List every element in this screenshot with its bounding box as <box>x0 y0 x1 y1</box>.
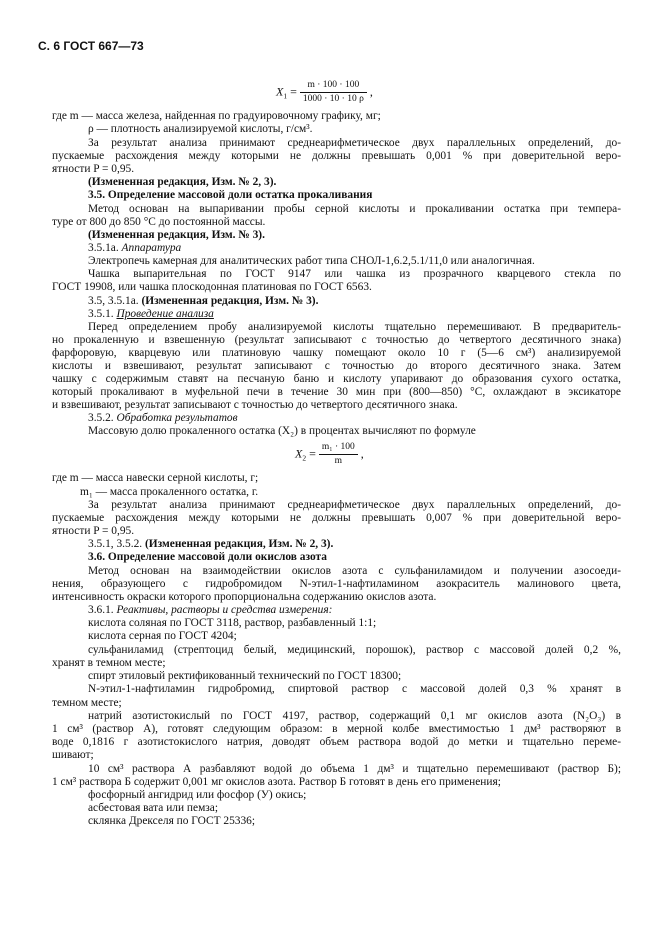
amendment-note: (Измененная редакция, Изм. № 3). <box>88 229 265 241</box>
text-line: 1 см³ (раствор А), готовят следующим образом: в мерной колбе вместимостью 1 дм³ растворяют в <box>52 723 621 735</box>
clause-title: Реактивы, растворы и средства измерения: <box>116 604 333 616</box>
clause-title: Обработка результатов <box>116 412 238 424</box>
list-item: кислота серная по ГОСТ 4204; <box>88 630 237 642</box>
section-heading-3-5: 3.5. Определение массовой доли остатка прокаливания <box>88 189 373 201</box>
amendment-line <box>88 295 318 308</box>
formula-x1-numerator: m · 100 · 100 <box>300 80 367 93</box>
clause-number <box>88 412 238 425</box>
clause-number-label: 3.6.1. <box>88 604 114 616</box>
list-item: сульфаниламид (стрептоцид белый, медицинский, порошок), раствор с массовой долей 0,2 %, <box>88 644 621 656</box>
clause-title: Проведение анализа <box>116 308 214 320</box>
formula-x2-tail: , <box>360 446 364 461</box>
formula-x2: $X_2$ = $\frac{\text{m₁ · 100}}{m}$ , <box>295 442 364 466</box>
list-item: кислота соляная по ГОСТ 3118, раствор, разбавленный 1:1; <box>88 617 377 629</box>
text-line: За результат анализа принимают среднеарифметическое двух параллельных определений, до- <box>88 137 621 149</box>
text-line: чашку с содержимым ставят на песчаную баню и кислоту упаривают до образования сухого остатка, <box>52 373 621 385</box>
clause-number <box>88 308 214 321</box>
formula-x2-numerator: m₁ · 100 <box>319 442 358 455</box>
text-line: Чашка выпарительная по ГОСТ 9147 или чашка из прозрачного кварцевого стекла по <box>88 268 621 280</box>
list-item: фосфорный ангидрид или фосфор (У) окись; <box>88 789 307 801</box>
text-line: где m — масса навески серной кислоты, г; <box>52 472 259 484</box>
text-line: ятности P = 0,95. <box>52 163 135 175</box>
formula-x1: $X_1$ = $\frac{m \cdot 100 \cdot 100}{1000 \cdot 10 \cdot 10 \rho}$ , <box>276 80 373 104</box>
list-item: 10 см³ раствора А разбавляют водой до объема 1 дм³ и тщательно перемешивают (раствор Б); <box>88 763 621 775</box>
formula-x1-denominator: 1000 · 10 · 10 ρ <box>302 94 364 104</box>
formula-x1-tail: , <box>369 84 373 99</box>
text-line: шивают; <box>52 749 94 761</box>
formula-x2-lhs-sub: 2 <box>302 453 307 463</box>
text-line: который прокаливают в муфельной печи в течение 30 мин при (800—850) °С, охлаждают в эксикаторе <box>52 386 621 398</box>
text-line: пускаемые расхождения между которыми не должны превышать 0,007 % при доверительной веро- <box>52 512 621 524</box>
text-line: но прокаленную и взвешенную (результат записывают с точностью до четвертого десятичного знака) <box>52 334 621 346</box>
text-line: Метод основан на выпаривании пробы серной кислоты и прокаливании остатка при темпера- <box>88 203 621 215</box>
text-line: темном месте; <box>52 697 122 709</box>
amendment-note: (Измененная редакция, Изм. № 2, 3). <box>144 538 334 550</box>
list-item: склянка Дрекселя по ГОСТ 25336; <box>88 815 256 827</box>
text-line: воде 0,1816 г азотистокислого натрия, доводят объем раствора водой до метки и тщательно переме- <box>52 736 621 748</box>
text-line: m₁ — масса прокаленного остатка, г. <box>80 486 259 498</box>
formula-x1-lhs-sub: 1 <box>283 91 288 101</box>
list-item: спирт этиловый ректификованный технический по ГОСТ 18300; <box>88 670 402 682</box>
text-line: ГОСТ 19908, или чашка плоскодонная платиновая по ГОСТ 6563. <box>52 281 372 293</box>
formula-x2-lhs: X <box>295 446 303 461</box>
formula-x1-lhs: X <box>276 84 284 99</box>
list-item: натрий азотистокислый по ГОСТ 4197, раствор, содержащий 0,1 мг окислов азота (N₂O₃) в <box>88 710 621 722</box>
text-line: хранят в темном месте; <box>52 657 166 669</box>
text-line: интенсивность окраски которого пропорциональна содержанию окислов азота. <box>52 591 437 603</box>
clause-number <box>88 604 332 617</box>
text-line: Метод основан на взаимодействии окислов азота с сульфаниламидом и получении азосоеди- <box>88 565 621 577</box>
text-line: ρ — плотность анализируемой кислоты, г/см³. <box>88 123 313 135</box>
formula-x1-fraction <box>300 80 367 105</box>
text-line: нения, образующего с гидробромидом N-этил-1-нафтиламином азокраситель малинового цвета, <box>52 578 621 590</box>
text-line: 1 см³ раствора Б содержит 0,001 мг окислов азота. Раствор Б готовят в день его применения; <box>52 776 501 788</box>
text-line: и взвешивают, результат записывают с точностью до четвертого десятичного знака. <box>52 399 458 411</box>
clause-number-label: 3.5, 3.5.1а. <box>88 295 139 307</box>
text-line: пускаемые расхождения между которыми не должны превышать 0,001 % при доверительной веро- <box>52 150 621 162</box>
text-line: За результат анализа принимают среднеарифметическое двух параллельных определений, до- <box>88 499 621 511</box>
clause-number-label: 3.5.1. <box>88 308 114 320</box>
clause-number-label: 3.5.2. <box>88 412 114 424</box>
text-line: фарфоровую, кварцевую или платиновую чашку помещают около 10 г (5—6 см³) анализируемой <box>52 347 621 359</box>
clause-number-label: 3.5.1, 3.5.2. <box>88 538 143 550</box>
text-line: туре от 800 до 850 °С до постоянной массы. <box>52 216 266 228</box>
clause-number-label: 3.5.1а. <box>88 242 119 254</box>
text-line: Электропечь камерная для аналитических работ типа СНОЛ-1,6.2,5.1/11,0 или аналогичная. <box>88 255 535 267</box>
amendment-note: (Измененная редакция, Изм. № 2, 3). <box>88 176 277 188</box>
formula-x2-fraction <box>319 442 358 467</box>
section-heading-3-6: 3.6. Определение массовой доли окислов азота <box>88 551 327 563</box>
text-line: кислоты и взвешивают, результат записывают с точностью до второго десятичного знака. Затем <box>52 360 621 372</box>
amendment-line <box>88 538 333 551</box>
text-line: Перед определением пробу анализируемой кислоты тщательно перемешивают. В предваритель- <box>88 321 621 333</box>
text-line: Массовую долю прокаленного остатка (X₂) в процентах вычисляют по формуле <box>88 425 476 437</box>
formula-x2-denominator: m <box>334 456 342 466</box>
amendment-note: (Измененная редакция, Изм. № 3). <box>141 295 319 307</box>
clause-number <box>88 242 181 255</box>
list-item: N-этил-1-нафтиламин гидробромид, спиртовой раствор с массовой долей 0,3 % хранят в <box>88 683 621 695</box>
clause-title: Аппаратура <box>121 242 182 254</box>
text-line: где m — масса железа, найденная по градуировочному графику, мг; <box>52 110 381 122</box>
list-item: асбестовая вата или пемза; <box>88 802 218 814</box>
page-header: С. 6 ГОСТ 667—73 <box>38 39 144 53</box>
text-line: ятности P = 0,95. <box>52 525 135 537</box>
